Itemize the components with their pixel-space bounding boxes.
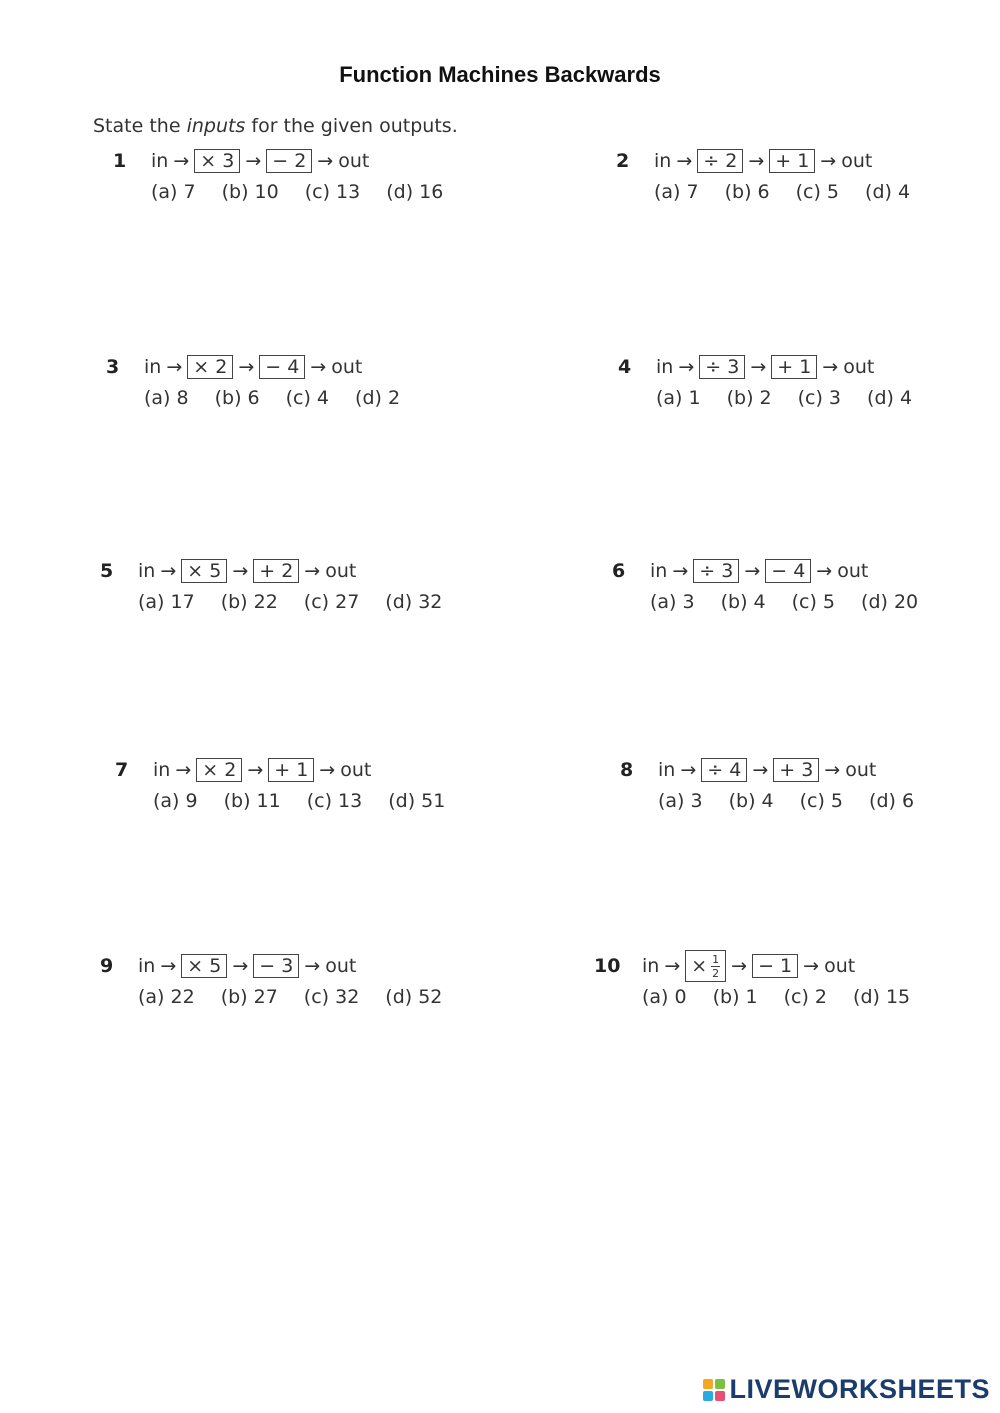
- output-option-d: (d) 52: [385, 986, 443, 1008]
- output-option-a: (a) 22: [138, 986, 195, 1008]
- operation-box-1: × 2: [187, 355, 233, 379]
- problem-2: [616, 146, 910, 203]
- problem-number: 1: [113, 150, 127, 172]
- problem-number: 9: [100, 955, 114, 977]
- arrow-icon: →: [304, 560, 321, 582]
- arrow-icon: →: [245, 150, 262, 172]
- output-label: out: [837, 560, 869, 582]
- output-option-a: (a) 7: [151, 181, 196, 203]
- arrow-icon: →: [680, 759, 697, 781]
- output-option-b: (b) 4: [728, 790, 774, 812]
- output-option-a: (a) 0: [642, 986, 687, 1008]
- arrow-icon: →: [820, 150, 837, 172]
- arrow-icon: →: [232, 955, 249, 977]
- input-label: in: [642, 955, 660, 977]
- input-label: in: [654, 150, 672, 172]
- operation-box-2: − 1: [752, 954, 798, 978]
- problem-1: [113, 146, 443, 203]
- arrow-icon: →: [752, 759, 769, 781]
- problem-number: 10: [594, 955, 621, 977]
- problem-10: [594, 951, 910, 1008]
- arrow-icon: →: [166, 356, 183, 378]
- output-label: out: [340, 759, 372, 781]
- arrow-icon: →: [676, 150, 693, 172]
- operation-box-1: ÷ 3: [693, 559, 739, 583]
- fraction-denominator: 2: [712, 966, 720, 980]
- arrow-icon: →: [816, 560, 833, 582]
- output-values: [144, 387, 400, 409]
- problem-7: [115, 755, 445, 812]
- output-label: out: [325, 560, 357, 582]
- output-option-c: (c) 32: [303, 986, 360, 1008]
- arrow-icon: →: [160, 560, 177, 582]
- problem-number: 3: [106, 356, 120, 378]
- problem-3: [106, 352, 400, 409]
- problem-number: 4: [618, 356, 632, 378]
- arrow-icon: →: [319, 759, 336, 781]
- operation-box-2: + 1: [771, 355, 817, 379]
- function-machine: [616, 146, 910, 176]
- output-option-a: (a) 9: [153, 790, 198, 812]
- problem-6: [612, 556, 918, 613]
- output-option-d: (d) 15: [853, 986, 911, 1008]
- output-option-c: (c) 5: [791, 591, 836, 613]
- output-option-b: (b) 11: [223, 790, 281, 812]
- output-label: out: [325, 955, 357, 977]
- arrow-icon: →: [664, 955, 681, 977]
- output-option-b: (b) 1: [712, 986, 758, 1008]
- arrow-icon: →: [317, 150, 334, 172]
- instruction-emphasis: inputs: [186, 115, 246, 137]
- operation-box-2: − 2: [266, 149, 312, 173]
- output-option-d: (d) 32: [385, 591, 443, 613]
- output-option-b: (b) 6: [724, 181, 770, 203]
- operation-box-1: × 5: [181, 954, 227, 978]
- logo-square-2: [715, 1379, 725, 1389]
- output-option-b: (b) 6: [214, 387, 260, 409]
- output-label: out: [338, 150, 370, 172]
- output-option-b: (b) 27: [220, 986, 278, 1008]
- output-label: out: [331, 356, 363, 378]
- arrow-icon: →: [310, 356, 327, 378]
- operation-box-2: − 3: [253, 954, 299, 978]
- function-machine: [100, 951, 442, 981]
- operation-box-2: − 4: [259, 355, 305, 379]
- arrow-icon: →: [232, 560, 249, 582]
- function-machine: [113, 146, 443, 176]
- arrow-icon: →: [822, 356, 839, 378]
- operation-box-1: × 3: [194, 149, 240, 173]
- logo-square-4: [715, 1391, 725, 1401]
- output-option-a: (a) 3: [658, 790, 703, 812]
- instruction-before: State the: [93, 115, 187, 137]
- output-values: [656, 387, 912, 409]
- output-option-d: (d) 6: [869, 790, 915, 812]
- input-label: in: [656, 356, 674, 378]
- operation-box-2: + 1: [268, 758, 314, 782]
- arrow-icon: →: [744, 560, 761, 582]
- output-option-c: (c) 13: [304, 181, 361, 203]
- logo-mark-icon: [703, 1379, 725, 1401]
- operation-box-1: ÷ 2: [697, 149, 743, 173]
- output-label: out: [824, 955, 856, 977]
- output-values: [658, 790, 914, 812]
- output-values: [650, 591, 918, 613]
- arrow-icon: →: [238, 356, 255, 378]
- output-option-a: (a) 17: [138, 591, 195, 613]
- function-machine: [100, 556, 442, 586]
- arrow-icon: →: [175, 759, 192, 781]
- output-option-b: (b) 2: [726, 387, 772, 409]
- arrow-icon: →: [748, 150, 765, 172]
- problem-number: 6: [612, 560, 626, 582]
- output-option-b: (b) 10: [221, 181, 279, 203]
- problem-number: 8: [620, 759, 634, 781]
- arrow-icon: →: [672, 560, 689, 582]
- problem-8: [620, 755, 914, 812]
- function-machine: [106, 352, 400, 382]
- output-values: [151, 181, 443, 203]
- output-label: out: [843, 356, 875, 378]
- logo-square-3: [703, 1391, 713, 1401]
- operation-box-1: × 2: [196, 758, 242, 782]
- operation-symbol: ×: [691, 954, 708, 977]
- output-values: [153, 790, 445, 812]
- output-values: [642, 986, 910, 1008]
- output-option-a: (a) 8: [144, 387, 189, 409]
- output-option-a: (a) 7: [654, 181, 699, 203]
- output-option-c: (c) 2: [783, 986, 828, 1008]
- output-option-d: (d) 51: [388, 790, 446, 812]
- output-option-c: (c) 3: [797, 387, 842, 409]
- instruction-after: for the given outputs.: [245, 115, 458, 137]
- input-label: in: [153, 759, 171, 781]
- arrow-icon: →: [678, 356, 695, 378]
- instruction-text: [93, 115, 458, 137]
- arrow-icon: →: [824, 759, 841, 781]
- output-option-b: (b) 4: [720, 591, 766, 613]
- operation-box-2: + 1: [769, 149, 815, 173]
- output-option-d: (d) 2: [355, 387, 401, 409]
- input-label: in: [138, 955, 156, 977]
- problem-number: 2: [616, 150, 630, 172]
- arrow-icon: →: [173, 150, 190, 172]
- function-machine: [115, 755, 445, 785]
- input-label: in: [650, 560, 668, 582]
- function-machine: [612, 556, 918, 586]
- input-label: in: [138, 560, 156, 582]
- operation-box-2: − 4: [765, 559, 811, 583]
- fraction-one-half: [711, 954, 720, 979]
- operation-box-1: ÷ 3: [699, 355, 745, 379]
- output-label: out: [845, 759, 877, 781]
- output-option-a: (a) 1: [656, 387, 701, 409]
- output-option-d: (d) 4: [865, 181, 911, 203]
- output-option-d: (d) 4: [867, 387, 913, 409]
- arrow-icon: →: [803, 955, 820, 977]
- problem-number: 5: [100, 560, 114, 582]
- output-option-b: (b) 22: [220, 591, 278, 613]
- operation-box-1: [685, 950, 726, 982]
- arrow-icon: →: [304, 955, 321, 977]
- operation-box-1: ÷ 4: [701, 758, 747, 782]
- arrow-icon: →: [731, 955, 748, 977]
- output-label: out: [841, 150, 873, 172]
- logo-square-1: [703, 1379, 713, 1389]
- input-label: in: [151, 150, 169, 172]
- liveworksheets-logo[interactable]: [703, 1374, 990, 1405]
- output-option-d: (d) 20: [861, 591, 919, 613]
- operation-box-2: + 3: [773, 758, 819, 782]
- output-option-c: (c) 13: [306, 790, 363, 812]
- problem-number: 7: [115, 759, 129, 781]
- function-machine: [594, 951, 910, 981]
- output-values: [138, 986, 442, 1008]
- problem-5: [100, 556, 442, 613]
- input-label: in: [144, 356, 162, 378]
- output-values: [138, 591, 442, 613]
- output-option-c: (c) 27: [303, 591, 360, 613]
- arrow-icon: →: [247, 759, 264, 781]
- output-option-c: (c) 5: [799, 790, 844, 812]
- function-machine: [618, 352, 912, 382]
- output-option-c: (c) 5: [795, 181, 840, 203]
- output-option-d: (d) 16: [386, 181, 444, 203]
- page-title: Function Machines Backwards: [339, 62, 661, 87]
- arrow-icon: →: [750, 356, 767, 378]
- output-values: [654, 181, 910, 203]
- problem-4: [618, 352, 912, 409]
- fraction-numerator: 1: [712, 952, 720, 966]
- problem-9: [100, 951, 442, 1008]
- output-option-c: (c) 4: [285, 387, 330, 409]
- operation-box-2: + 2: [253, 559, 299, 583]
- arrow-icon: →: [160, 955, 177, 977]
- logo-text: LIVEWORKSHEETS: [729, 1374, 990, 1404]
- output-option-a: (a) 3: [650, 591, 695, 613]
- operation-box-1: × 5: [181, 559, 227, 583]
- input-label: in: [658, 759, 676, 781]
- function-machine: [620, 755, 914, 785]
